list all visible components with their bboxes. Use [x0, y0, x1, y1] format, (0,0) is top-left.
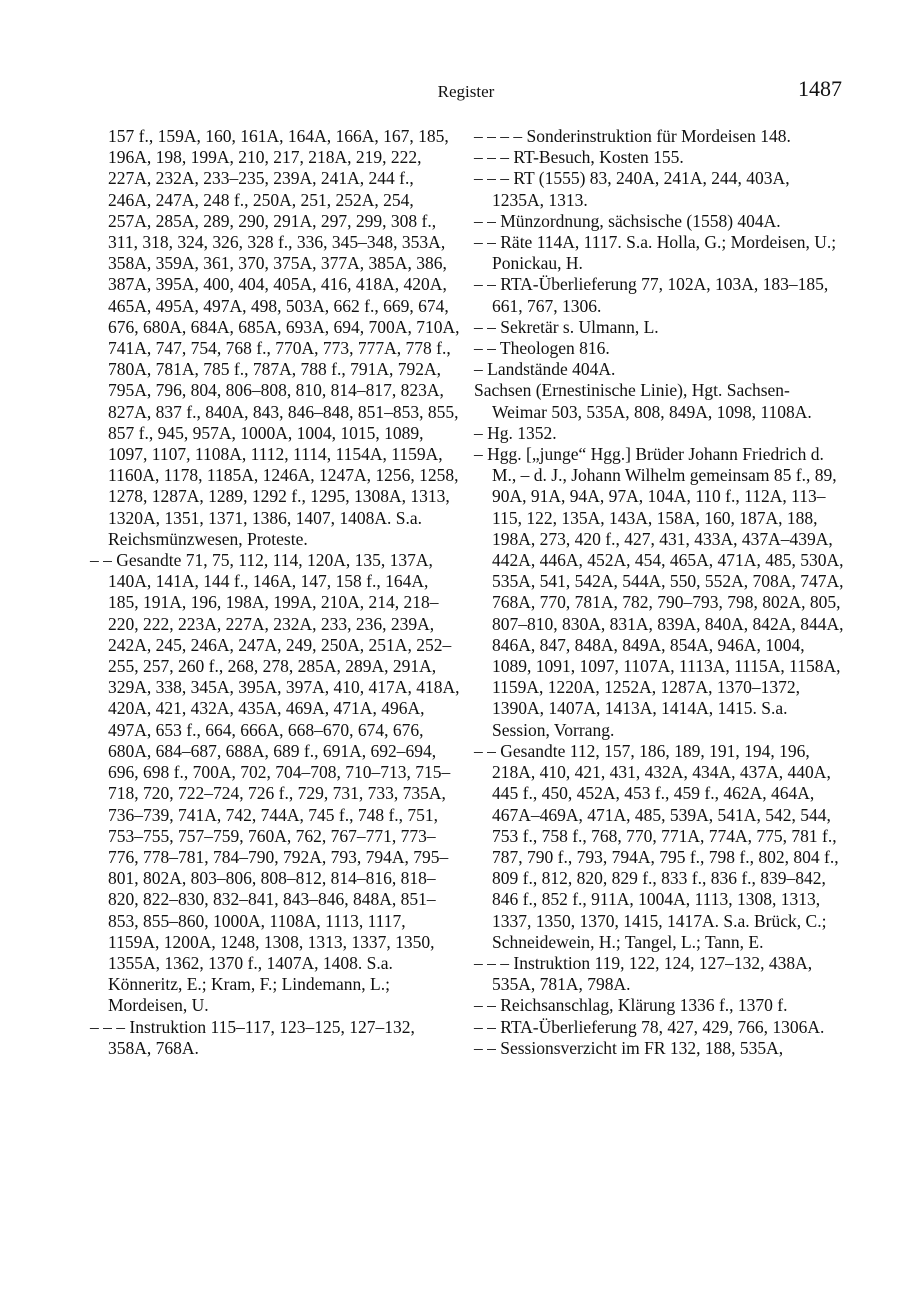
page-number: 1487 [798, 76, 842, 101]
index-entry: – – – – Sonderinstruktion für Mordeisen 148. [474, 126, 791, 146]
index-entry: – – Münzordnung, sächsische (1558) 404A. [474, 210, 781, 231]
index-entry: – – Sessionsverzicht im FR 132, 188, 535A, [474, 1037, 784, 1058]
index-entry: – – RTA-Überlieferung 77, 102A, 103A, 183–185, 661, 767, 1306. [474, 274, 829, 316]
index-entry: – – – Instruktion 115–117, 123–125, 127–132, 358A, 768A. [90, 1016, 415, 1058]
index-entry: – – Sekretär s. Ulmann, L. [474, 316, 659, 337]
index-entry: Sachsen (Ernestinische Linie), Hgt. Sachsen-Weimar 503, 535A, 808, 849A, 1098, 1108A. [474, 380, 812, 422]
index-entry: – – – RT-Besuch, Kosten 155. [474, 147, 684, 168]
index-entry: – Hg. 1352. [474, 422, 557, 443]
running-title: Register [437, 82, 495, 101]
index-entry: – – Räte 114A, 1117. S.a. Holla, G.; Mordeisen, U.; Ponickau, H. [474, 232, 837, 274]
index-entry: – – RTA-Überlieferung 78, 427, 429, 766, 1306A. [474, 1016, 825, 1037]
register-column-left [90, 126, 460, 1059]
index-entry: 157 f., 159A, 160, 161A, 164A, 166A, 167, 185, 196A, 198, 199A, 210, 217, 218A, 219, 222, 227A, 232A, 233–235, 239A, 241A, 244 f., 246A, 247A, 248 f., 250A, 251, 252A, 254, 257A, 285A, 289, 290, 291A, 297, 299, 308 f., 311, 318, 324, 326, 328 f., 336, 345–348, 353A, 358A, 359A, 361, 370, 375A, 377A, 385A, 386, 387A, 395A, 400, 404, 405A, 416, 418A, 420A, 465A, 495A, 497A, 498, 503A, 662 f., 669, 674, 676, 680A, 684A, 685A, 693A, 694, 700A, 710A, 741A, 747, 754, 768 f., 770A, 773, 777A, 778 f., 780A, 781A, 785 f., 787A, 788 f., 791A, 792A, 795A, 796, 804, 806–808, 810, 814–817, 823A, 827A, 837 f., 840A, 843, 846–848, 851–853, 855, 857 f., 945, 957A, 1000A, 1004, 1015, 1089, 1097, 1107, 1108A, 1112, 1114, 1154A, 1159A, 1160A, 1178, 1185A, 1246A, 1247A, 1256, 1258, 1278, 1287A, 1289, 1292 f., 1295, 1308A, 1313, 1320A, 1351, 1371, 1386, 1407, 1408A. S.a. Reichsmünzwesen, Proteste. [108, 126, 460, 549]
index-entry: – Hgg. [„junge“ Hgg.] Brüder Johann Friedrich d. M., – d. J., Johann Wilhelm gemeinsam 85 f., 89, 90A, 91A, 94A, 97A, 104A, 110 f., 112A, 113–115, 122, 135A, 143A, 158A, 160, 187A, 188, 198A, 273, 420 f., 427, 431, 433A, 437A–439A, 442A, 446A, 452A, 454, 465A, 471A, 485, 530A, 535A, 541, 542A, 544A, 550, 552A, 708A, 747A, 768A, 770, 781A, 782, 790–793, 798, 802A, 805, 807–810, 830A, 831A, 839A, 840A, 842A, 844A, 846A, 847, 848A, 849A, 854A, 946A, 1004, 1089, 1091, 1097, 1107A, 1113A, 1115A, 1158A, 1159A, 1220A, 1252A, 1287A, 1370–1372, 1390A, 1407A, 1413A, 1414A, 1415. S.a. Session, Vorrang. [474, 444, 844, 740]
page-header [90, 76, 842, 108]
index-entry: – – Gesandte 71, 75, 112, 114, 120A, 135, 137A, 140A, 141A, 144 f., 146A, 147, 158 f., 164A, 185, 191A, 196, 198A, 199A, 210A, 214, 218–220, 222, 223A, 227A, 232A, 233, 236, 239A, 242A, 245, 246A, 247A, 249, 250A, 251A, 252–255, 257, 260 f., 268, 278, 285A, 289A, 291A, 329A, 338, 345A, 395A, 397A, 410, 417A, 418A, 420A, 421, 432A, 435A, 469A, 471A, 496A, 497A, 653 f., 664, 666A, 668–670, 674, 676, 680A, 684–687, 688A, 689 f., 691A, 692–694, 696, 698 f., 700A, 702, 704–708, 710–713, 715–718, 720, 722–724, 726 f., 729, 731, 733, 735A, 736–739, 741A, 742, 744A, 745 f., 748 f., 751, 753–755, 757–759, 760A, 762, 767–771, 773–776, 778–781, 784–790, 792A, 793, 794A, 795–801, 802A, 803–806, 808–812, 814–816, 818–820, 822–830, 832–841, 843–846, 848A, 851–853, 855–860, 1000A, 1108A, 1113, 1117, 1159A, 1200A, 1248, 1308, 1313, 1337, 1350, 1355A, 1362, 1370 f., 1407A, 1408. S.a. Könneritz, E.; Kram, F.; Lindemann, L.; Mordeisen, U. [90, 550, 460, 1016]
index-entry: – – Gesandte 112, 157, 186, 189, 191, 194, 196, 218A, 410, 421, 431, 432A, 434A, 437A, 440A, 445 f., 450, 452A, 453 f., 459 f., 462A, 464A, 467A–469A, 471A, 485, 539A, 541A, 542, 544, 753 f., 758 f., 768, 770, 771A, 774A, 775, 781 f., 787, 790 f., 793, 794A, 795 f., 798 f., 802, 804 f., 809 f., 812, 820, 829 f., 833 f., 836 f., 839–842, 846 f., 852 f., 911A, 1004A, 1113, 1308, 1313, 1337, 1350, 1370, 1415, 1417A. S.a. Brück, C.; Schneidewein, H.; Tangel, L.; Tann, E. [474, 740, 839, 952]
index-entry: – – – RT (1555) 83, 240A, 241A, 244, 403A, 1235A, 1313. [474, 168, 790, 210]
index-entry: – – Theologen 816. [474, 338, 610, 359]
index-entry: – – – Instruktion 119, 122, 124, 127–132, 438A, 535A, 781A, 798A. [474, 952, 813, 995]
index-entry: – – Reichsanschlag, Klärung 1336 f., 1370 f. [474, 995, 788, 1016]
register-column-right [474, 126, 844, 1059]
index-entry: – Landstände 404A. [474, 359, 616, 380]
